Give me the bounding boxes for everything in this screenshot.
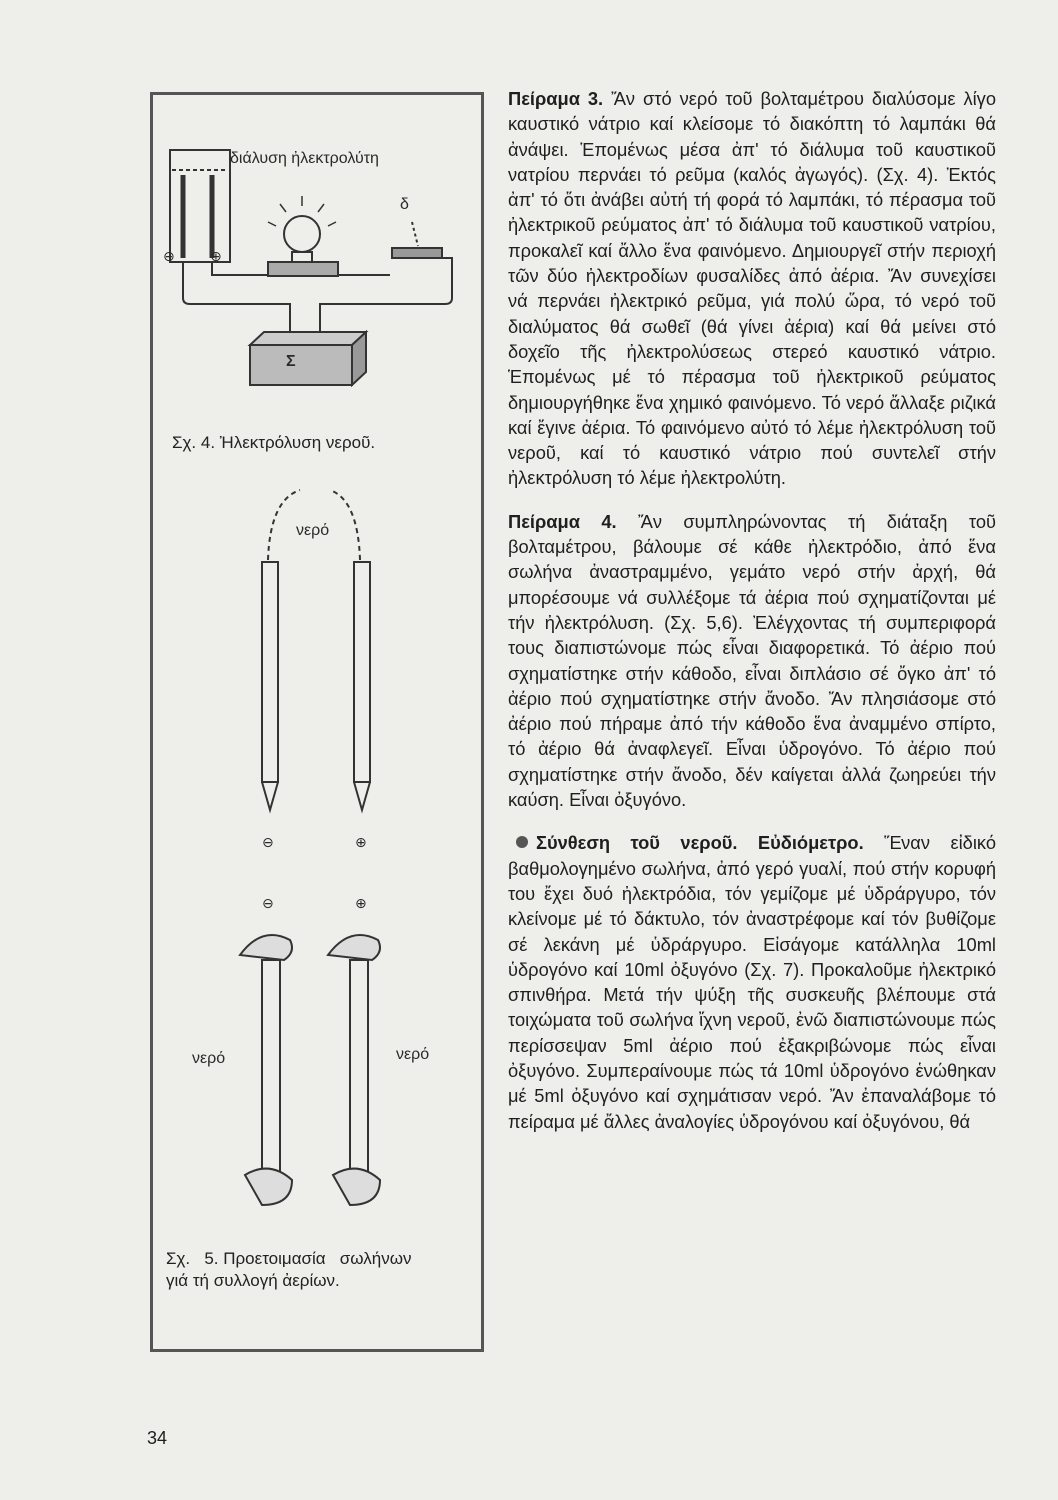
- figure-5-caption: [166, 1248, 411, 1292]
- switch-drawing: [392, 222, 442, 258]
- figure-4-caption: Σχ. 4. Ἠλεκτρόλυση νεροῦ.: [172, 433, 376, 452]
- label-electrolyte: διάλυση ἠλεκτρολύτη: [230, 150, 379, 167]
- figure-5-caption-line1: Σχ. 5. Προετοιμασία σωλήνων: [166, 1249, 412, 1268]
- main-text: [508, 86, 996, 1152]
- page-number: 34: [147, 1428, 168, 1448]
- experiment-4-title: Πείραμα 4.: [508, 510, 617, 532]
- bulb-drawing: [268, 196, 338, 276]
- paragraph-experiment-4: [508, 509, 996, 813]
- label-water-tubes: νερό: [296, 522, 330, 539]
- figure-5-caption-line2: γιά τή συλλογή ἀερίων.: [166, 1271, 340, 1290]
- synthesis-body: Ἕναν εἰδικό βαθμολογημένο σωλήνα, ἀπό γερό γυαλί, πού στήν κορυφή του ἔχει δυό ἠλεκτρόδια, τόν γεμίζομε μέ ὑδράργυρο, τόν κλείνομε μέ τό δάκτυλο, τόν ἀναστρέφομε καί τόν βυθίζομε σέ λεκάνη μέ ὑδράργυρο. Εἰσάγομε κατάλληλα 10ml ὑδρογόνο καί 10ml ὀξυγόνο (Σχ. 7). Προκαλοῦμε ἠλεκτρικό σπινθήρα. Μετά τήν ψύξη τῆς συσκευῆς βλέπουμε στά τοιχώματα τοῦ σωλήνα ἴχνη νεροῦ, ἐνῶ διαπιστώνουμε πώς περίσσεψαν 5ml ἀέριο πού ἐξακριβώνομε πώς εἶναι ὀξυγόνο. Συμπεραίνουμε πώς τά 10ml ὑδρογόνο ἑνώθηκαν μέ 5ml ὀξυγόνο καί σχημάτισαν νερό. Ἄν ἐπαναλάβομε τό πείραμα μέ ἄλλες ἀναλογίες ὑδρογόνου καί ὀξυγόνου, θά: [508, 832, 996, 1132]
- label-water-left: νερό: [192, 1050, 226, 1067]
- experiment-3-title: Πείραμα 3.: [508, 88, 604, 109]
- label-water-right: νερό: [396, 1046, 430, 1063]
- label-minus-electrode: ⊖: [163, 248, 175, 264]
- experiment-3-body: Ἄν στό νερό τοῦ βολταμέτρου διαλύσομε λίγο καυστικό νάτριο καί κλείσομε τό διακόπτη τό λαμπάκι θά ἀνάψει. Ἑπομένως μέσα ἀπ' τό διάλυμα τοῦ καυστικοῦ νατρίου περνάει τό ρεῦμα (καλός ἀγωγός). (Σχ. 4). Ἐκτός ἀπ' τό ὅτι ἀνάβει αὐτή τή φορά τό λαμπάκι, τό πέρασμα τοῦ ἠλεκτρικοῦ ρεύματος ἀπ' τό διάλυμα τοῦ καυστικοῦ νατρίου, προκαλεῖ καί ἄλλο ἕνα φαινόμενο. Δημιουργεῖ στήν περιοχή τῶν δύο ἠλεκτροδίων φυσαλίδες ἀπό ἀέρια. Ἄν συνεχίσει νά περνάει ἠλεκτρικό ρεῦμα, γιά πολύ ὥρα, τό νερό τοῦ διαλύματος θά σωθεῖ (θά γίνει ἀέρια) καί θά μείνει στό δοχεῖο τῆς ἠλεκτρολύσεως στερεό καυστικό νάτριο. Ἑπομένως μέ τό πέρασμα τοῦ ἠλεκτρικοῦ ρεύματος δημιουργήθηκε ἕνα χημικό φαινόμενο. Τό νερό ἄλλαξε ριζικά καί ἔγινε ἀέρια. Τό φαινόμενο αὐτό τό λέμε ἠλεκτρόλυση τοῦ νεροῦ, καί τό καυστικό νάτριο πού συντελεῖ στήν ἠλεκτρόλυση τό λέμε ἠλεκτρολύτη.: [508, 88, 996, 489]
- electrolysis-vessel-drawing: [170, 150, 230, 262]
- label-tube-plus: ⊕: [355, 834, 367, 850]
- experiment-4-body: Ἄν συμπληρώνοντας τή διάταξη τοῦ βολταμέτρου, βάλουμε σέ κάθε ἠλεκτρόδιο, ἀπό ἕνα σωλήνα ἀναστραμμένο, γεμάτο νερό στήν ἀρχή, θά μπορέσουμε νά συλλέξομε τά ἀέρια πού σχηματίζονται μέ τήν ἠλεκτρόλυση. (Σχ. 5,6). Ἐλέγχοντας τή συμπεριφορά τους διαπιστώνομε πώς εἶναι διαφορετικά. Τό ἀέριο πού σχηματίστηκε στήν κάθοδο, εἶναι διπλάσιο σέ ὄγκο ἀπ' τό ἀέριο πού σχηματίστηκε στήν ἄνοδο. Ἄν πλησιάσομε στό ἀέριο πού πήραμε ἀπό τήν κάθοδο ἕνα ἀναμμένο σπίρτο, τό ἀέριο θά ἀναφλεγεῖ. Εἶναι ὑδρογόνο. Τό ἀέριο πού σχηματίστηκε στήν ἄνοδο, δέν καίγεται ἀλλά ζωηρεύει τήν καύση. Εἶναι ὀξυγόνο.: [508, 510, 996, 811]
- label-fig5-minus: ⊖: [262, 895, 274, 911]
- paragraph-experiment-3: [508, 86, 996, 491]
- paragraph-synthesis: [508, 830, 996, 1134]
- label-plus-electrode: ⊕: [210, 248, 222, 264]
- hands-tubes-drawing: [240, 935, 380, 1205]
- synthesis-title: Σύνθεση τοῦ νεροῦ. Εὐδιόμετρο.: [536, 832, 864, 854]
- bullet-icon: [516, 836, 528, 848]
- label-fig5-plus: ⊕: [355, 895, 367, 911]
- label-tube-minus: ⊖: [262, 834, 274, 850]
- battery-drawing: [250, 332, 366, 385]
- label-switch: δ: [400, 196, 409, 213]
- label-battery: Σ: [286, 353, 296, 370]
